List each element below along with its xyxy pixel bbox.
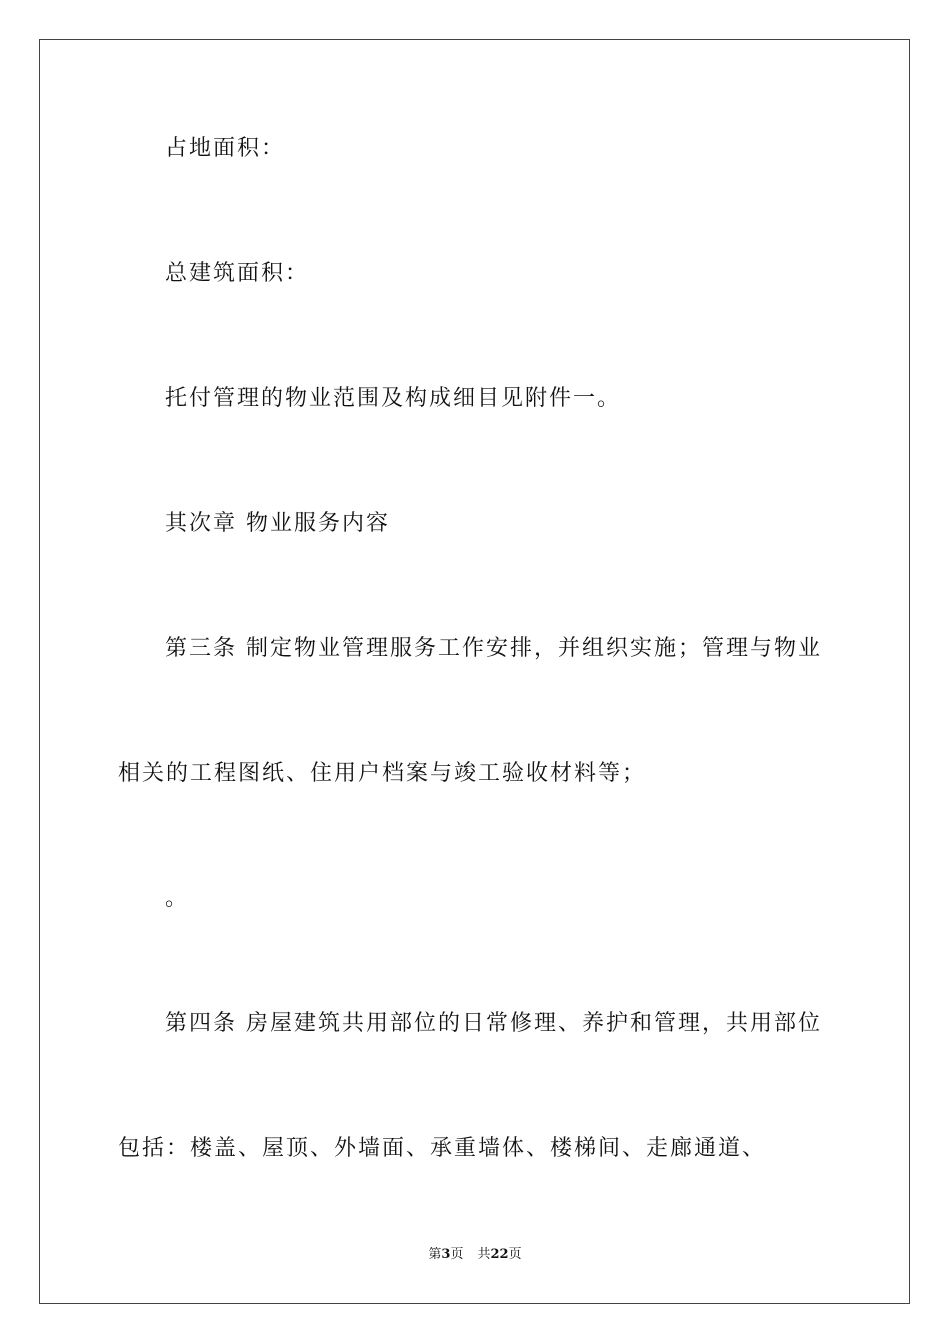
- page-footer: [0, 1246, 950, 1264]
- footer-total-suffix: 页: [508, 1247, 522, 1262]
- footer-total-pages: 22: [490, 1247, 509, 1262]
- paragraph-total-floor-area: 总建筑面积：: [165, 261, 310, 286]
- page-frame: [39, 39, 910, 1304]
- paragraph-land-area: 占地面积：: [165, 136, 286, 161]
- article-four-line-1: 第四条 房屋建筑共用部位的日常修理、养护和管理，共用部位: [165, 1011, 822, 1036]
- paragraph-management-scope: 托付管理的物业范围及构成细目见附件一。: [165, 386, 622, 411]
- chapter-heading: 其次章 物业服务内容: [165, 511, 390, 536]
- footer-page-prefix: 第: [428, 1247, 442, 1262]
- article-three-line-1: 第三条 制定物业管理服务工作安排，并组织实施；管理与物业: [165, 636, 822, 661]
- article-four-line-2: 包括：楼盖、屋顶、外墙面、承重墙体、楼梯间、走廊通道、: [118, 1136, 767, 1161]
- paragraph-period: 。: [165, 886, 190, 911]
- footer-total-prefix: 共: [477, 1247, 491, 1262]
- footer-page-number: 3: [441, 1247, 451, 1262]
- footer-page-suffix: 页: [450, 1247, 464, 1262]
- article-three-line-2: 相关的工程图纸、住用户档案与竣工验收材料等；: [118, 761, 647, 786]
